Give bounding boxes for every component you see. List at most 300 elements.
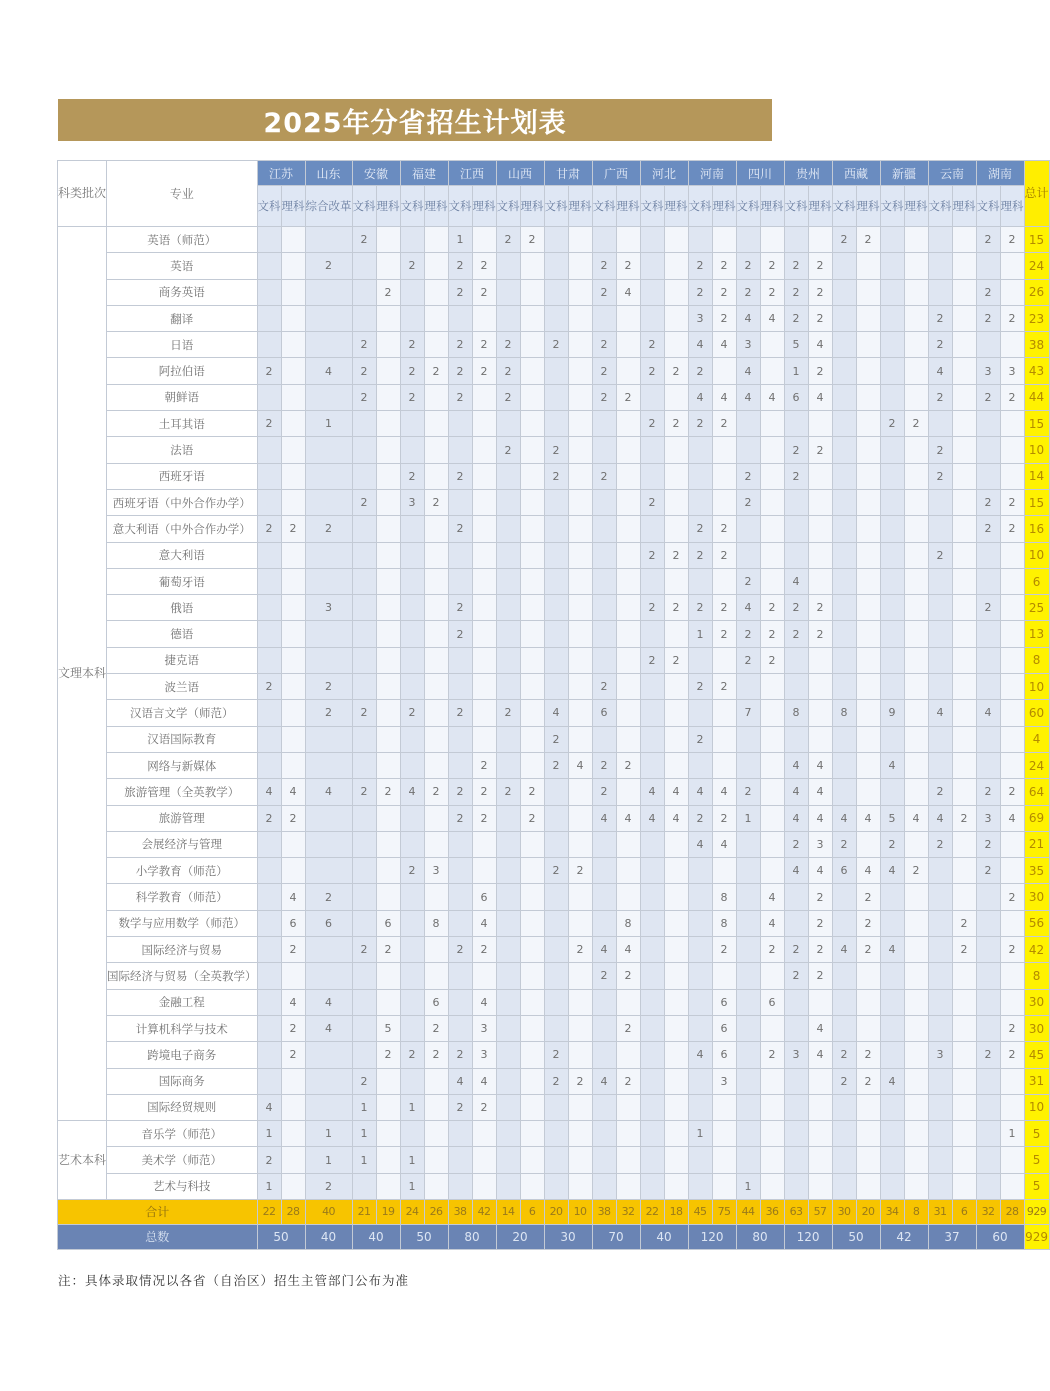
quota-cell: 2 (616, 384, 640, 410)
quota-cell (832, 1094, 856, 1120)
quota-cell (808, 1068, 832, 1094)
quota-cell (592, 542, 616, 568)
quota-cell (736, 411, 760, 437)
row-total: 56 (1024, 910, 1049, 936)
quota-cell (424, 437, 448, 463)
quota-cell (544, 1015, 568, 1041)
subtotal-cell: 57 (808, 1199, 832, 1224)
quota-cell: 2 (281, 1042, 305, 1068)
subject-header: 文科 (976, 186, 1000, 227)
quota-cell (928, 227, 952, 253)
quota-cell (592, 989, 616, 1015)
quota-cell: 3 (1000, 358, 1024, 384)
quota-cell (856, 568, 880, 594)
quota-cell (856, 463, 880, 489)
quota-cell (568, 963, 592, 989)
quota-cell (904, 726, 928, 752)
quota-cell (305, 726, 352, 752)
quota-cell: 2 (712, 595, 736, 621)
quota-cell (952, 752, 976, 778)
quota-cell: 6 (281, 910, 305, 936)
quota-cell: 2 (640, 542, 664, 568)
subtotal-cell: 63 (784, 1199, 808, 1224)
quota-cell (520, 1015, 544, 1041)
quota-cell (568, 595, 592, 621)
quota-cell (976, 332, 1000, 358)
quota-cell (1000, 621, 1024, 647)
quota-cell (616, 621, 640, 647)
quota-cell (880, 779, 904, 805)
quota-cell (784, 1147, 808, 1173)
quota-cell (376, 752, 400, 778)
quota-cell (904, 831, 928, 857)
quota-cell (832, 384, 856, 410)
quota-cell: 2 (736, 568, 760, 594)
quota-cell (976, 463, 1000, 489)
quota-cell (568, 384, 592, 410)
quota-cell: 2 (640, 332, 664, 358)
major-name: 金融工程 (107, 989, 258, 1015)
quota-cell (616, 674, 640, 700)
table-row (58, 1147, 1050, 1173)
quota-cell (496, 568, 520, 594)
quota-cell (376, 227, 400, 253)
province-header: 安徽 (352, 161, 400, 186)
quota-cell (448, 858, 472, 884)
quota-cell: 3 (712, 1068, 736, 1094)
quota-cell (496, 805, 520, 831)
quota-cell: 4 (616, 805, 640, 831)
quota-cell (616, 1042, 640, 1068)
quota-cell (952, 1015, 976, 1041)
table-row (58, 227, 1050, 253)
major-name: 葡萄牙语 (107, 568, 258, 594)
quota-cell (808, 489, 832, 515)
quota-cell (712, 358, 736, 384)
row-total: 38 (1024, 332, 1049, 358)
quota-cell (281, 253, 305, 279)
quota-cell: 2 (928, 463, 952, 489)
quota-cell (496, 1121, 520, 1147)
quota-cell: 4 (305, 358, 352, 384)
quota-cell (257, 227, 281, 253)
quota-cell (640, 937, 664, 963)
quota-cell (616, 489, 640, 515)
quota-cell: 2 (257, 411, 281, 437)
subject-header: 理科 (712, 186, 736, 227)
subtotal-cell: 19 (376, 1199, 400, 1224)
quota-cell (1000, 463, 1024, 489)
quota-cell (880, 516, 904, 542)
quota-cell (832, 752, 856, 778)
row-total: 30 (1024, 1015, 1049, 1041)
quota-cell (544, 831, 568, 857)
quota-cell: 4 (808, 1015, 832, 1041)
quota-cell (1000, 726, 1024, 752)
quota-cell (352, 884, 376, 910)
quota-cell: 2 (376, 1042, 400, 1068)
quota-cell: 2 (448, 384, 472, 410)
quota-cell (424, 1094, 448, 1120)
subtotal-cell: 18 (664, 1199, 688, 1224)
table-row (58, 831, 1050, 857)
quota-cell (400, 963, 424, 989)
quota-cell (352, 279, 376, 305)
quota-cell (928, 963, 952, 989)
quota-cell: 4 (784, 805, 808, 831)
quota-cell: 2 (784, 437, 808, 463)
quota-cell (376, 1094, 400, 1120)
quota-cell (520, 253, 544, 279)
quota-cell (760, 1147, 784, 1173)
quota-cell (281, 963, 305, 989)
quota-cell (952, 963, 976, 989)
quota-cell: 2 (688, 516, 712, 542)
quota-cell (472, 568, 496, 594)
quota-cell (712, 1094, 736, 1120)
quota-cell (496, 279, 520, 305)
quota-cell (904, 1121, 928, 1147)
quota-cell (880, 726, 904, 752)
quota-cell (928, 647, 952, 673)
quota-cell (688, 1068, 712, 1094)
quota-cell: 2 (784, 963, 808, 989)
quota-cell (664, 516, 688, 542)
quota-cell (928, 489, 952, 515)
quota-cell (784, 910, 808, 936)
quota-cell: 1 (352, 1121, 376, 1147)
quota-cell (592, 831, 616, 857)
quota-cell: 2 (305, 700, 352, 726)
quota-cell (592, 516, 616, 542)
quota-cell: 8 (424, 910, 448, 936)
quota-cell (760, 779, 784, 805)
quota-cell: 2 (736, 463, 760, 489)
quota-cell: 2 (976, 489, 1000, 515)
quota-cell (760, 568, 784, 594)
quota-cell (640, 463, 664, 489)
quota-cell: 2 (544, 463, 568, 489)
quota-cell (376, 358, 400, 384)
quota-cell (281, 305, 305, 331)
quota-cell: 1 (352, 1147, 376, 1173)
quota-cell (760, 332, 784, 358)
quota-cell: 2 (976, 516, 1000, 542)
quota-cell: 4 (592, 805, 616, 831)
quota-cell (880, 1147, 904, 1173)
quota-cell (856, 989, 880, 1015)
quota-cell (760, 542, 784, 568)
quota-cell (640, 1147, 664, 1173)
quota-cell (520, 568, 544, 594)
quota-cell (281, 726, 305, 752)
major-name: 西班牙语 (107, 463, 258, 489)
quota-cell (1000, 568, 1024, 594)
quota-cell (760, 858, 784, 884)
quota-cell (832, 516, 856, 542)
major-name: 计算机科学与技术 (107, 1015, 258, 1041)
province-total-cell: 37 (928, 1224, 976, 1249)
quota-cell (352, 595, 376, 621)
quota-cell (952, 647, 976, 673)
quota-cell: 2 (952, 910, 976, 936)
quota-cell (472, 1121, 496, 1147)
major-name: 汉语言文学（师范） (107, 700, 258, 726)
subtotal-cell: 22 (640, 1199, 664, 1224)
subject-header: 理科 (424, 186, 448, 227)
quota-cell (544, 595, 568, 621)
quota-cell (520, 542, 544, 568)
quota-cell (880, 279, 904, 305)
quota-cell: 2 (1000, 305, 1024, 331)
quota-cell (305, 963, 352, 989)
quota-cell (281, 279, 305, 305)
quota-cell (472, 621, 496, 647)
quota-cell (616, 858, 640, 884)
quota-cell (520, 305, 544, 331)
quota-cell: 2 (856, 1042, 880, 1068)
quota-cell (1000, 752, 1024, 778)
quota-cell (376, 516, 400, 542)
quota-cell (952, 227, 976, 253)
quota-cell (664, 858, 688, 884)
quota-cell (808, 411, 832, 437)
quota-cell: 4 (688, 831, 712, 857)
quota-cell (904, 937, 928, 963)
quota-cell (904, 700, 928, 726)
quota-cell (257, 1015, 281, 1041)
quota-cell: 2 (305, 253, 352, 279)
quota-cell (664, 937, 688, 963)
quota-cell (472, 542, 496, 568)
quota-cell (904, 1042, 928, 1068)
quota-cell (952, 1173, 976, 1199)
quota-cell: 2 (688, 805, 712, 831)
quota-cell: 2 (1000, 1042, 1024, 1068)
quota-cell: 2 (472, 1094, 496, 1120)
row-total: 44 (1024, 384, 1049, 410)
quota-cell (281, 489, 305, 515)
quota-cell: 2 (760, 937, 784, 963)
quota-cell (832, 411, 856, 437)
quota-cell (496, 674, 520, 700)
subtotal-cell: 8 (904, 1199, 928, 1224)
quota-cell (784, 542, 808, 568)
quota-cell (496, 831, 520, 857)
subject-header: 文科 (352, 186, 376, 227)
quota-cell (880, 595, 904, 621)
quota-cell (784, 1094, 808, 1120)
quota-cell: 4 (784, 568, 808, 594)
quota-cell (904, 568, 928, 594)
quota-cell (976, 647, 1000, 673)
quota-cell: 2 (400, 358, 424, 384)
quota-cell (568, 1147, 592, 1173)
quota-cell (520, 1121, 544, 1147)
major-name: 艺术与科技 (107, 1173, 258, 1199)
quota-cell: 4 (1000, 805, 1024, 831)
quota-cell (904, 1094, 928, 1120)
quota-cell (400, 227, 424, 253)
quota-cell: 2 (472, 332, 496, 358)
quota-cell: 2 (712, 411, 736, 437)
quota-cell (736, 910, 760, 936)
quota-cell (688, 963, 712, 989)
quota-cell (520, 989, 544, 1015)
quota-cell (520, 831, 544, 857)
quota-cell (305, 227, 352, 253)
subject-header: 文科 (880, 186, 904, 227)
quota-cell (424, 963, 448, 989)
quota-cell (568, 437, 592, 463)
quota-cell: 2 (976, 227, 1000, 253)
quota-cell (976, 674, 1000, 700)
quota-cell: 2 (376, 779, 400, 805)
quota-cell (784, 1068, 808, 1094)
quota-cell (688, 463, 712, 489)
quota-cell (856, 489, 880, 515)
subject-header: 文科 (688, 186, 712, 227)
quota-cell: 2 (688, 253, 712, 279)
quota-cell: 2 (1000, 516, 1024, 542)
quota-cell: 4 (712, 779, 736, 805)
quota-cell (904, 647, 928, 673)
quota-cell (784, 516, 808, 542)
quota-cell (640, 253, 664, 279)
quota-cell (760, 463, 784, 489)
quota-cell (520, 279, 544, 305)
quota-cell (904, 752, 928, 778)
quota-cell (496, 253, 520, 279)
quota-cell (952, 884, 976, 910)
subtotal-cell: 30 (832, 1199, 856, 1224)
quota-cell (305, 437, 352, 463)
table-row (58, 358, 1050, 384)
quota-cell: 2 (856, 937, 880, 963)
quota-cell: 4 (880, 858, 904, 884)
quota-cell (592, 647, 616, 673)
quota-cell: 2 (281, 516, 305, 542)
quota-cell (760, 752, 784, 778)
quota-cell (424, 937, 448, 963)
major-name: 国际经贸规则 (107, 1094, 258, 1120)
quota-cell (904, 910, 928, 936)
table-row (58, 726, 1050, 752)
quota-cell (352, 1042, 376, 1068)
quota-cell (952, 253, 976, 279)
quota-cell (640, 1173, 664, 1199)
quota-cell (424, 227, 448, 253)
quota-cell: 2 (352, 332, 376, 358)
quota-cell (424, 1147, 448, 1173)
quota-cell: 2 (592, 674, 616, 700)
quota-cell (400, 647, 424, 673)
quota-cell (736, 831, 760, 857)
total-header: 总计 (1024, 161, 1049, 227)
quota-cell (664, 1042, 688, 1068)
quota-cell: 2 (305, 674, 352, 700)
quota-cell: 2 (808, 253, 832, 279)
row-total: 26 (1024, 279, 1049, 305)
quota-cell (568, 463, 592, 489)
quota-cell (616, 227, 640, 253)
quota-cell (952, 1147, 976, 1173)
quota-cell (520, 411, 544, 437)
quota-cell (832, 1015, 856, 1041)
quota-cell (544, 989, 568, 1015)
quota-cell (496, 963, 520, 989)
quota-cell (880, 332, 904, 358)
quota-cell: 4 (808, 1042, 832, 1068)
quota-cell (880, 674, 904, 700)
quota-cell (640, 910, 664, 936)
quota-cell (1000, 831, 1024, 857)
quota-cell: 2 (544, 858, 568, 884)
quota-cell (640, 568, 664, 594)
quota-cell (592, 1121, 616, 1147)
quota-cell (544, 516, 568, 542)
quota-cell (496, 516, 520, 542)
quota-cell: 2 (496, 700, 520, 726)
quota-cell (856, 542, 880, 568)
quota-cell (640, 1094, 664, 1120)
quota-cell (472, 858, 496, 884)
quota-cell (496, 989, 520, 1015)
subject-header: 综合改革 (305, 186, 352, 227)
quota-cell: 2 (976, 384, 1000, 410)
quota-cell (305, 384, 352, 410)
quota-cell: 1 (400, 1094, 424, 1120)
quota-cell (568, 884, 592, 910)
quota-cell (424, 1068, 448, 1094)
quota-cell (832, 963, 856, 989)
quota-cell (544, 305, 568, 331)
province-header: 四川 (736, 161, 784, 186)
quota-cell (856, 647, 880, 673)
row-total: 15 (1024, 489, 1049, 515)
quota-cell (832, 595, 856, 621)
quota-cell (928, 752, 952, 778)
quota-cell (832, 332, 856, 358)
quota-cell (784, 411, 808, 437)
quota-cell (544, 884, 568, 910)
quota-cell (760, 411, 784, 437)
quota-cell: 2 (712, 516, 736, 542)
quota-cell: 2 (472, 779, 496, 805)
quota-cell (281, 463, 305, 489)
quota-cell (592, 621, 616, 647)
quota-cell (257, 568, 281, 594)
quota-cell (1000, 332, 1024, 358)
quota-cell (496, 1147, 520, 1173)
quota-cell (856, 305, 880, 331)
major-name: 英语 (107, 253, 258, 279)
quota-cell (952, 1094, 976, 1120)
quota-cell (496, 463, 520, 489)
quota-cell (520, 1147, 544, 1173)
quota-cell: 2 (281, 937, 305, 963)
quota-cell (568, 411, 592, 437)
table-row (58, 989, 1050, 1015)
quota-cell: 4 (760, 305, 784, 331)
quota-cell (832, 884, 856, 910)
province-total-cell: 50 (257, 1224, 305, 1249)
quota-cell: 1 (1000, 1121, 1024, 1147)
quota-cell (880, 542, 904, 568)
quota-cell: 2 (712, 305, 736, 331)
row-total: 15 (1024, 227, 1049, 253)
quota-cell (928, 411, 952, 437)
